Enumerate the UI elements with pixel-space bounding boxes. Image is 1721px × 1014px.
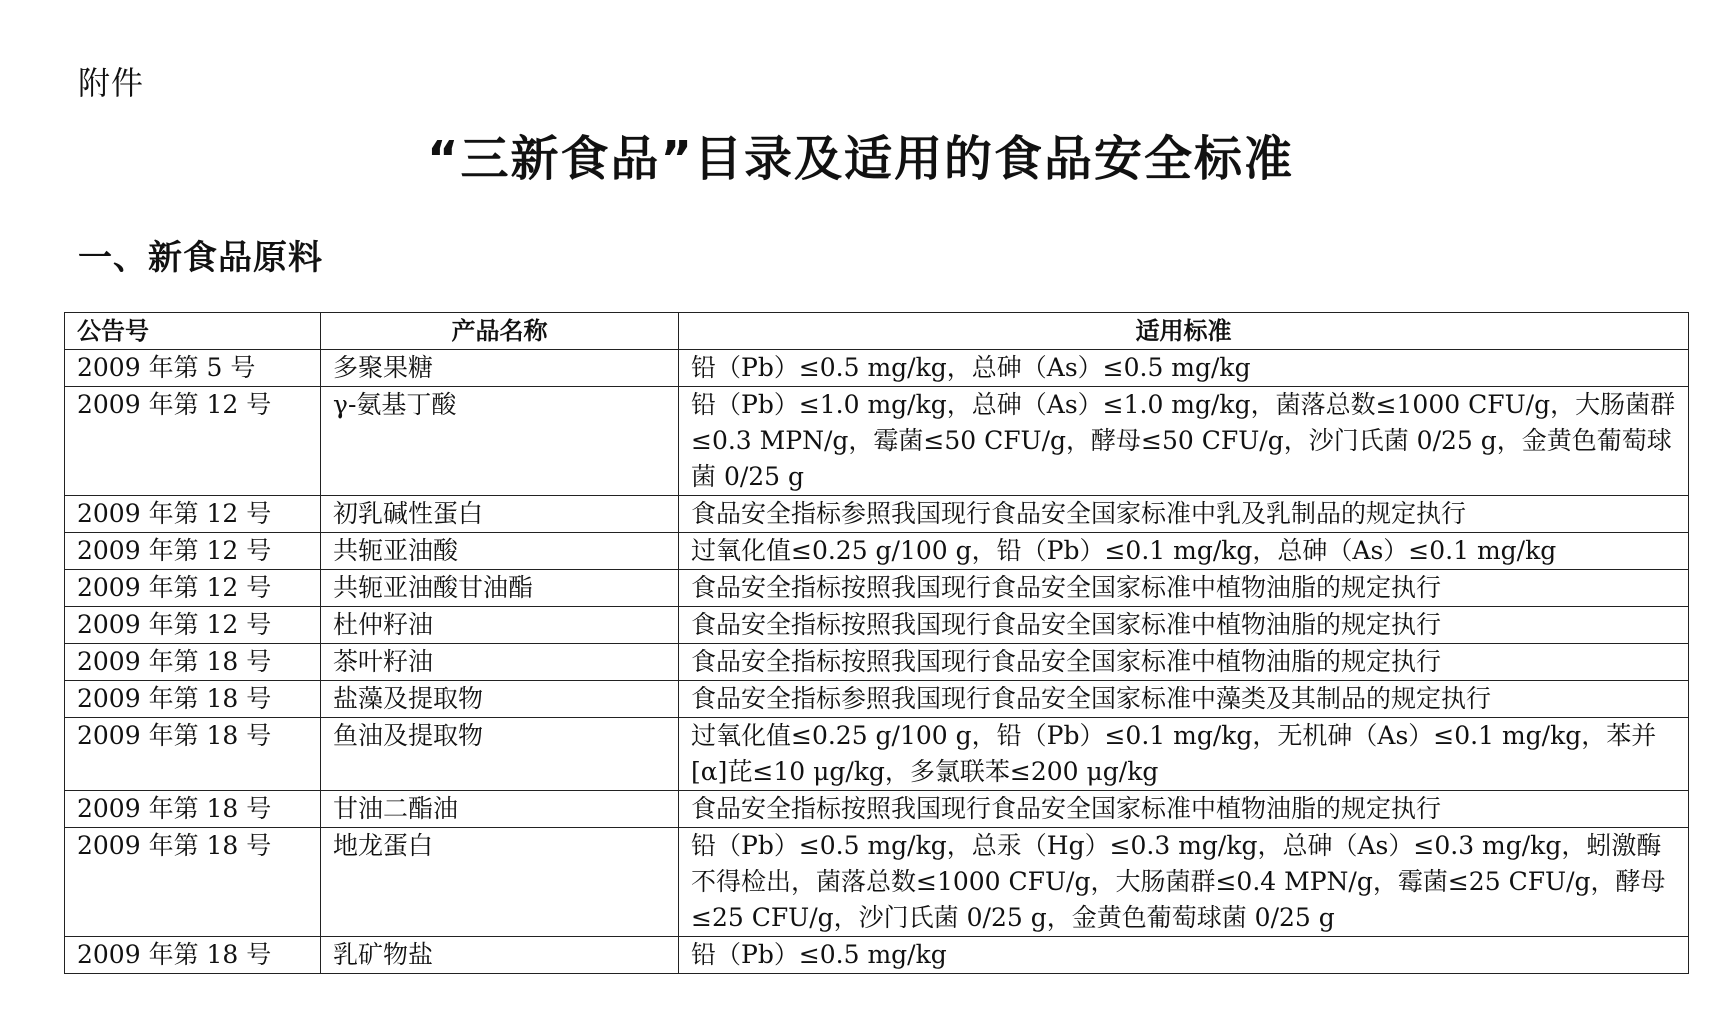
table-row [65,681,1689,718]
applicable-standard-cell: 铅（Pb）≤0.5 mg/kg，总汞（Hg）≤0.3 mg/kg，总砷（As）≤0.3 mg/kg，蚓激酶不得检出，菌落总数≤1000 CFU/g，大肠菌群≤0.4 MPN/g，霉菌≤25 CFU/g，酵母≤25 CFU/g，沙门氏菌 0/25 g，金黄色葡萄球菌 0/25 g [679,828,1689,937]
product-name-cell: 多聚果糖 [321,350,679,387]
announcement-no-cell: 2009 年第 18 号 [65,644,321,681]
attachment-label: 附件 [78,64,145,102]
announcement-no-cell: 2009 年第 12 号 [65,387,321,496]
table-row [65,607,1689,644]
announcement-no-cell: 2009 年第 12 号 [65,496,321,533]
section-heading: 一、新食品原料 [78,238,323,278]
table-row [65,350,1689,387]
applicable-standard-cell: 铅（Pb）≤0.5 mg/kg [679,937,1689,974]
announcement-no-cell: 2009 年第 12 号 [65,607,321,644]
applicable-standard-cell: 食品安全指标参照我国现行食品安全国家标准中藻类及其制品的规定执行 [679,681,1689,718]
table-row [65,496,1689,533]
product-name-cell: 初乳碱性蛋白 [321,496,679,533]
table-row [65,791,1689,828]
applicable-standard-cell: 食品安全指标按照我国现行食品安全国家标准中植物油脂的规定执行 [679,570,1689,607]
header-announcement-no: 公告号 [65,313,321,350]
table-row [65,828,1689,937]
table-row [65,644,1689,681]
announcement-no-cell: 2009 年第 18 号 [65,718,321,791]
product-name-cell: 鱼油及提取物 [321,718,679,791]
applicable-standard-cell: 过氧化值≤0.25 g/100 g，铅（Pb）≤0.1 mg/kg，无机砷（As）≤0.1 mg/kg，苯并[α]芘≤10 μg/kg，多氯联苯≤200 μg/kg [679,718,1689,791]
product-name-cell: 盐藻及提取物 [321,681,679,718]
announcement-no-cell: 2009 年第 5 号 [65,350,321,387]
applicable-standard-cell: 食品安全指标按照我国现行食品安全国家标准中植物油脂的规定执行 [679,644,1689,681]
applicable-standard-cell: 食品安全指标按照我国现行食品安全国家标准中植物油脂的规定执行 [679,607,1689,644]
table-header [65,313,1689,350]
header-row [65,313,1689,350]
announcement-no-cell: 2009 年第 12 号 [65,533,321,570]
table-row [65,570,1689,607]
applicable-standard-cell: 过氧化值≤0.25 g/100 g，铅（Pb）≤0.1 mg/kg，总砷（As）≤0.1 mg/kg [679,533,1689,570]
announcement-no-cell: 2009 年第 18 号 [65,791,321,828]
announcement-no-cell: 2009 年第 18 号 [65,681,321,718]
product-name-cell: 共轭亚油酸 [321,533,679,570]
product-name-cell: 地龙蛋白 [321,828,679,937]
applicable-standard-cell: 食品安全指标按照我国现行食品安全国家标准中植物油脂的规定执行 [679,791,1689,828]
table-row [65,533,1689,570]
product-name-cell: 杜仲籽油 [321,607,679,644]
applicable-standard-cell: 食品安全指标参照我国现行食品安全国家标准中乳及乳制品的规定执行 [679,496,1689,533]
applicable-standard-cell: 铅（Pb）≤0.5 mg/kg，总砷（As）≤0.5 mg/kg [679,350,1689,387]
table-body [65,350,1689,974]
product-name-cell: 乳矿物盐 [321,937,679,974]
product-name-cell: 甘油二酯油 [321,791,679,828]
header-product-name: 产品名称 [321,313,679,350]
catalog-table [64,312,1689,974]
table-row [65,387,1689,496]
product-name-cell: 茶叶籽油 [321,644,679,681]
product-name-cell: γ-氨基丁酸 [321,387,679,496]
applicable-standard-cell: 铅（Pb）≤1.0 mg/kg，总砷（As）≤1.0 mg/kg，菌落总数≤1000 CFU/g，大肠菌群≤0.3 MPN/g，霉菌≤50 CFU/g，酵母≤50 CFU/g，沙门氏菌 0/25 g，金黄色葡萄球菌 0/25 g [679,387,1689,496]
document-title: “三新食品”目录及适用的食品安全标准 [426,131,1295,187]
announcement-no-cell: 2009 年第 12 号 [65,570,321,607]
product-name-cell: 共轭亚油酸甘油酯 [321,570,679,607]
announcement-no-cell: 2009 年第 18 号 [65,937,321,974]
table-row [65,937,1689,974]
header-applicable-standard: 适用标准 [679,313,1689,350]
table-row [65,718,1689,791]
announcement-no-cell: 2009 年第 18 号 [65,828,321,937]
